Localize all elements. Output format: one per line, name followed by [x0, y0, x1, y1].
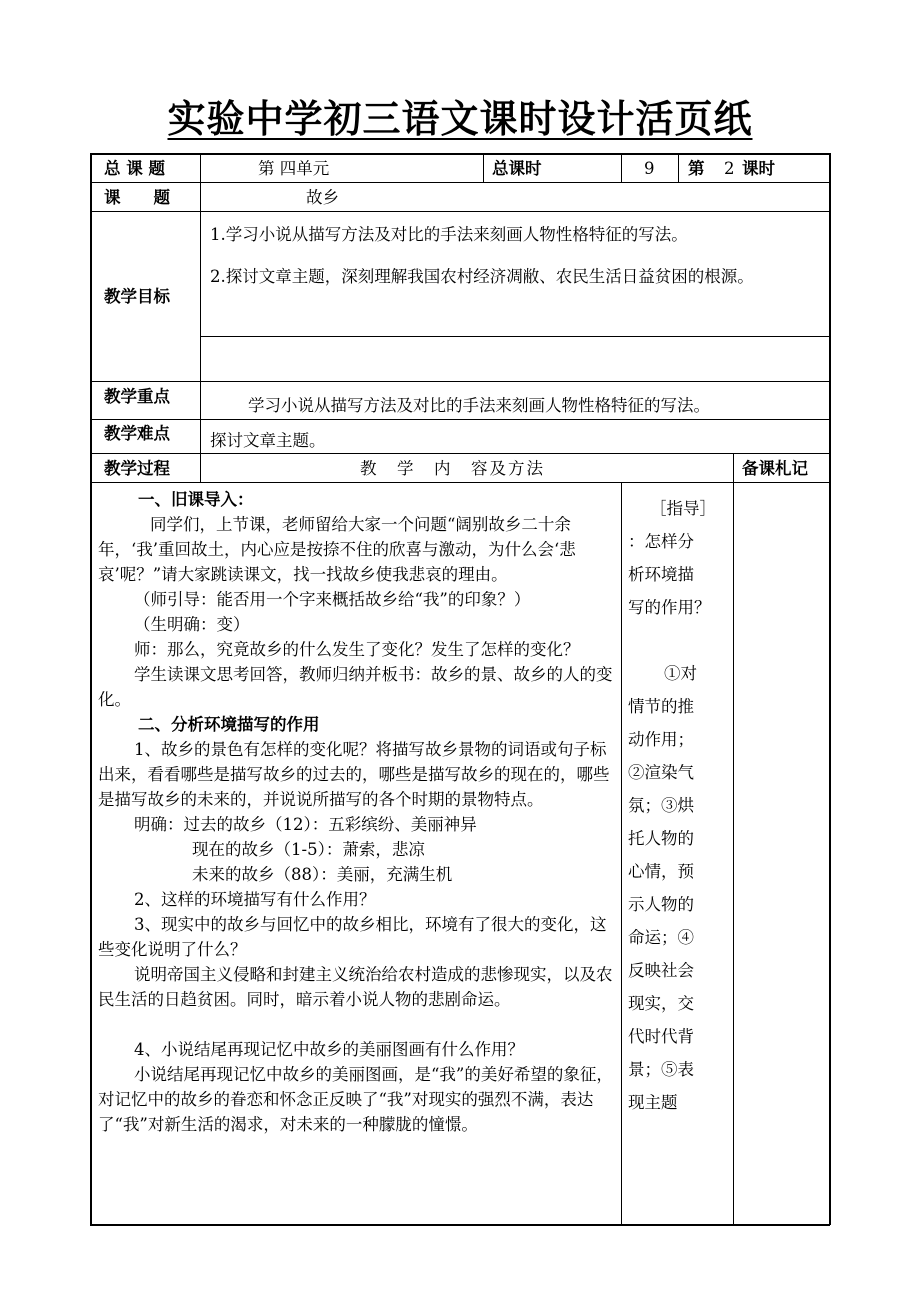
paragraph: 说明帝国主义侵略和封建主义统治给农村造成的悲惨现实，以及农民生活的日趋贫困。同时，暗示着小说人物的悲剧命运。: [98, 965, 613, 1009]
note-line: 氛；③烘: [628, 796, 694, 815]
total-hours-value: 9: [644, 159, 655, 178]
note-line: 反映社会: [628, 961, 694, 980]
paragraph: 同学们，上节课，老师留给大家一个问题“阔别故乡二十余年，‘我’重回故土，内心应是按捺不住的欣喜与激动，为什么会‘悲哀’呢？”请大家跳读课文，找一找故乡使我悲哀的理由。: [98, 515, 576, 584]
total-hours-label: 总课时: [492, 159, 542, 178]
notes-column: [628, 492, 718, 1119]
paragraph: 师：那么，究竟故乡的什么发生了变化？发生了怎样的变化？: [134, 640, 580, 659]
note-line: ［指导］: [650, 499, 716, 518]
note-line: 写的作用？: [628, 598, 711, 617]
difficulty-label: 教学难点: [104, 424, 170, 443]
key-point-label: 教学重点: [104, 387, 170, 406]
note-line: 心情，预: [628, 862, 694, 881]
note-line: ①对: [664, 664, 697, 683]
paragraph: 4、小说结尾再现记忆中故乡的美丽图画有什么作用？: [134, 1040, 524, 1059]
paragraph: 1、故乡的景色有怎样的变化呢？将描写故乡景物的词语或句子标出来，看看哪些是描写故乡的过去的，哪些是描写故乡的现在的，哪些是描写故乡的未来的，并说说所描写的各个时期的景物特点。: [98, 740, 610, 809]
paragraph: 现在的故乡（1-5）：萧索，悲凉: [192, 840, 425, 859]
note-line: [628, 624, 718, 657]
paragraph: 学生读课文思考回答，教师归纳并板书：故乡的景、故乡的人的变化。: [98, 665, 613, 709]
paragraph: （生明确：变）: [134, 615, 250, 634]
section-heading: 一、旧课导入：: [138, 490, 254, 509]
lesson-content: [98, 487, 614, 1137]
note-line: 情节的推: [628, 697, 694, 716]
total-topic-label: 总 课 题: [104, 159, 165, 178]
objective-item: 2.探讨文章主题，深刻理解我国农村经济凋敝、农民生活日益贫困的根源。: [210, 267, 754, 286]
objectives-label: 教学目标: [104, 287, 170, 306]
key-point-value: 学习小说从描写方法及对比的手法来刻画人物性格特征的写法。: [248, 396, 710, 415]
objective-item: 1.学习小说从描写方法及对比的手法来刻画人物性格特征的写法。: [210, 225, 688, 244]
topic-value: 故乡: [306, 188, 339, 207]
note-line: 现主题: [628, 1093, 678, 1112]
notes-header: 备课札记: [742, 459, 808, 478]
note-line: 析环境描: [628, 565, 694, 584]
lesson-number: 2: [724, 159, 735, 178]
note-line: 托人物的: [628, 829, 694, 848]
lesson-prefix: 第: [688, 159, 705, 178]
paragraph: 未来的故乡（88）：美丽，充满生机: [192, 865, 453, 884]
difficulty-value: 探讨文章主题。: [210, 431, 326, 450]
content-header: 教 学 内 容及方法: [360, 459, 545, 478]
note-line: 示人物的: [628, 895, 694, 914]
note-line: 动作用；: [628, 730, 694, 749]
total-topic-value: 第 四单元: [258, 159, 330, 178]
note-line: ②渲染气: [628, 763, 694, 782]
lesson-suffix: 课时: [742, 159, 775, 178]
note-line: 景；⑤表: [628, 1060, 694, 1079]
paragraph: 3、现实中的故乡与回忆中的故乡相比，环境有了很大的变化，这些变化说明了什么？: [98, 915, 607, 959]
section-heading: 二、分析环境描写的作用: [138, 715, 320, 734]
note-line: ：怎样分: [628, 532, 694, 551]
page-title: 实验中学初三语文课时设计活页纸: [167, 97, 753, 141]
note-line: 命运；④: [628, 928, 694, 947]
paragraph: 2、这样的环境描写有什么作用？: [134, 890, 376, 909]
process-label: 教学过程: [104, 459, 170, 478]
note-line: 代时代背: [628, 1027, 694, 1046]
paragraph: 明确：过去的故乡（12）：五彩缤纷、美丽神异: [134, 815, 477, 834]
note-line: 现实，交: [628, 994, 694, 1013]
topic-label: 课 题: [104, 188, 170, 207]
paragraph: （师引导：能否用一个字来概括故乡给“我”的印象？）: [134, 590, 531, 609]
paragraph: 小说结尾再现记忆中故乡的美丽图画，是“我”的美好希望的象征，对记忆中的故乡的眷恋和怀念正反映了“我”对现实的强烈不满，表达了“我”对新生活的渴求，对未来的一种朦胧的憧憬。: [98, 1065, 613, 1134]
